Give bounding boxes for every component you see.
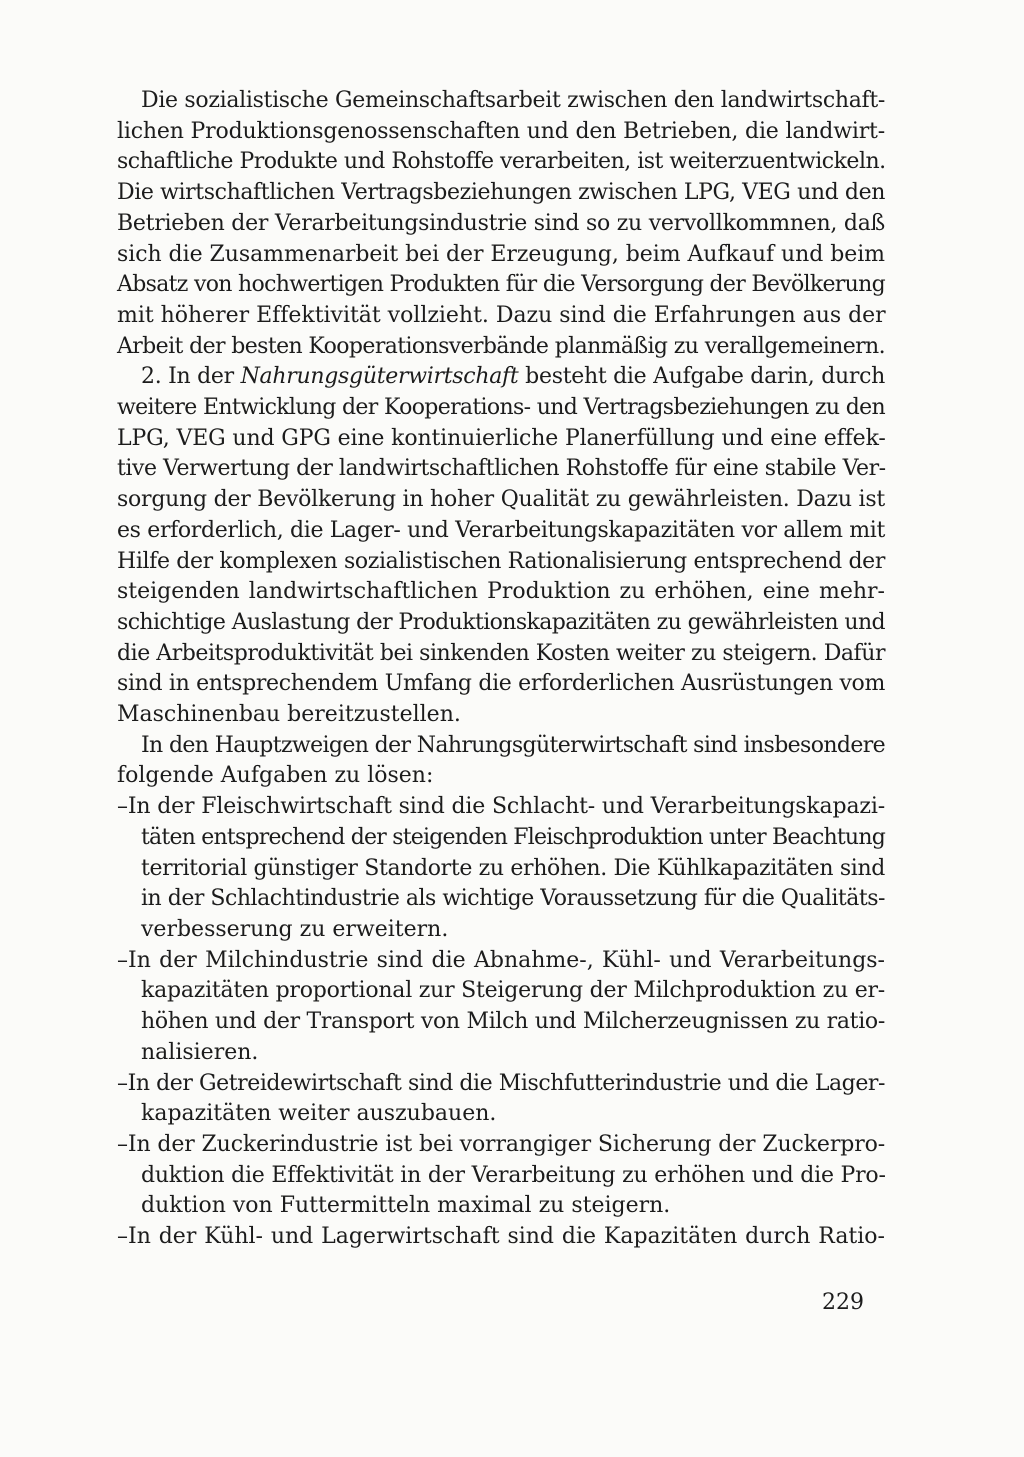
- text-line: täten entsprechend der steigenden Fleischproduktion unter Beachtung: [141, 824, 885, 850]
- text-line: höhen und der Transport von Milch und Milcherzeugnissen zu ratio-: [141, 1009, 885, 1035]
- list-item: [117, 1130, 885, 1222]
- text-line: –In der Getreidewirtschaft sind die Mischfutterindustrie und die Lager-: [117, 1070, 886, 1096]
- text-line: verbesserung zu erweitern.: [141, 916, 449, 942]
- text-line: lichen Produktionsgenossenschaften und den Betrieben, die landwirt-: [117, 118, 885, 144]
- text-line: kapazitäten weiter auszubauen.: [141, 1101, 497, 1127]
- text-line: –In der Zuckerindustrie ist bei vorrangiger Sicherung der Zuckerpro-: [117, 1131, 886, 1157]
- list-item: [117, 1069, 885, 1130]
- text-line: in der Schlachtindustrie als wichtige Voraussetzung für die Qualitäts-: [141, 886, 885, 912]
- text-line: nalisieren.: [141, 1039, 259, 1065]
- page-number: 229: [822, 1290, 864, 1315]
- text-line: sorgung der Bevölkerung in hoher Qualität zu gewährleisten. Dazu ist: [117, 487, 885, 513]
- text-line: duktion von Futtermitteln maximal zu steigern.: [141, 1193, 671, 1219]
- paragraph-2: [117, 362, 885, 730]
- text-line: sich die Zusammenarbeit bei der Erzeugung, beim Aufkauf und beim: [117, 241, 885, 267]
- text-line: –In der Kühl- und Lagerwirtschaft sind die Kapazitäten durch Ratio-: [117, 1224, 885, 1250]
- text-line: Die sozialistische Gemeinschaftsarbeit zwischen den landwirtschaft-: [141, 88, 885, 113]
- text-line: sind in entsprechendem Umfang die erforderlichen Ausrüstungen vom: [117, 671, 885, 697]
- paragraph-1: [117, 86, 885, 362]
- text-line: Betrieben der Verarbeitungsindustrie sind so zu vervollkommnen, daß: [117, 210, 885, 236]
- text-line: steigenden landwirtschaftlichen Produktion zu erhöhen, eine mehr-: [117, 579, 885, 605]
- text-line: schichtige Auslastung der Produktionskapazitäten zu gewährleisten und: [117, 609, 885, 635]
- text-line: In den Hauptzweigen der Nahrungsgüterwirtschaft sind insbesondere: [141, 732, 885, 758]
- text-line: folgende Aufgaben zu lösen:: [117, 763, 434, 789]
- paragraph-3: [117, 731, 885, 792]
- text-line: schaftliche Produkte und Rohstoffe verarbeiten, ist weiterzuentwickeln.: [117, 149, 886, 175]
- text-line: –In der Fleischwirtschaft sind die Schlacht- und Verarbeitungskapazi-: [117, 794, 886, 820]
- body-text: [117, 86, 885, 1253]
- text-line: mit höherer Effektivität vollzieht. Dazu sind die Erfahrungen aus der: [117, 302, 886, 328]
- text-line: Hilfe der komplexen sozialistischen Rationalisierung entsprechend der: [117, 548, 885, 574]
- list-item: [117, 946, 885, 1069]
- text-line: die Arbeitsproduktivität bei sinkenden Kosten weiter zu steigern. Dafür: [117, 640, 885, 666]
- text-line: territorial günstiger Standorte zu erhöhen. Die Kühlkapazitäten sind: [141, 855, 885, 881]
- list-item: [117, 792, 885, 946]
- text-line: Maschinenbau bereitzustellen.: [117, 702, 461, 728]
- text-line: duktion die Effektivität in der Verarbeitung zu erhöhen und die Pro-: [141, 1162, 886, 1188]
- text-line: Arbeit der besten Kooperationsverbände planmäßig zu verallgemeinern.: [117, 333, 885, 359]
- list-item: [117, 1222, 885, 1253]
- text-line: tive Verwertung der landwirtschaftlichen Rohstoffe für eine stabile Ver-: [117, 456, 886, 482]
- text-line: weitere Entwicklung der Kooperations- und Vertragsbeziehungen zu den: [117, 395, 885, 421]
- text-line: –In der Milchindustrie sind die Abnahme-, Kühl- und Verarbeitungs-: [117, 947, 885, 973]
- text-line: kapazitäten proportional zur Steigerung der Milchproduktion zu er-: [141, 978, 885, 1004]
- text-line: Die wirtschaftlichen Vertragsbeziehungen zwischen LPG, VEG und den: [117, 180, 885, 206]
- italic-term: Nahrungsgüterwirtschaft: [240, 364, 519, 390]
- text-line: Absatz von hochwertigen Produkten für die Versorgung der Bevölkerung: [117, 272, 885, 298]
- text-line: LPG, VEG und GPG eine kontinuierliche Planerfüllung und eine effek-: [117, 425, 886, 451]
- text-line: es erforderlich, die Lager- und Verarbeitungskapazitäten vor allem mit: [117, 517, 885, 543]
- text-line: 2. In der Nahrungsgüterwirtschaft besteht die Aufgabe darin, durch: [141, 364, 886, 390]
